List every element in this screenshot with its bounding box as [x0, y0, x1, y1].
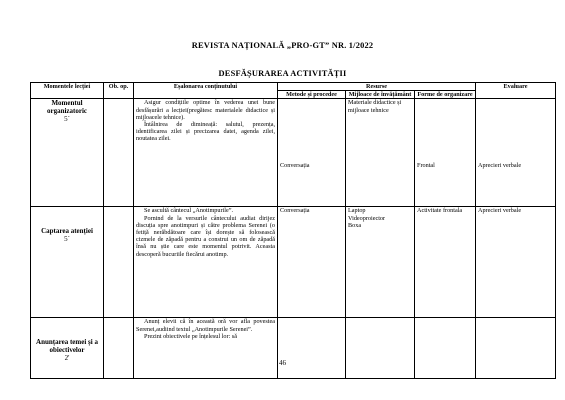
evaluare-cell — [476, 99, 556, 207]
header-forme: Forme de organizare — [415, 91, 476, 99]
esalonare-cell — [134, 207, 278, 318]
metode-cell — [278, 99, 346, 207]
mijloace-cell — [346, 318, 415, 379]
metode-cell: Conversația — [278, 207, 346, 318]
ob-cell — [104, 207, 134, 318]
forme-cell: Activitate frontala — [415, 207, 476, 318]
header-moment: Momentele lecției — [31, 83, 104, 99]
table-row — [31, 99, 556, 207]
mijloace-cell: Materiale didactice și mijloace tehnice — [346, 99, 415, 207]
page-number: 46 — [279, 359, 286, 367]
section-title: DESFĂȘURAREA ACTIVITĂȚII — [218, 69, 347, 78]
moment-duration: 2' — [64, 354, 70, 363]
forme-cell — [415, 99, 476, 207]
header-mijloace: Mijloace de învățământ — [346, 91, 415, 99]
table-header-row — [31, 83, 556, 91]
moment-label: Captarea atenției — [41, 227, 93, 236]
metode-cell — [278, 318, 346, 379]
header-ob: Ob. op. — [104, 83, 134, 99]
moment-cell — [31, 99, 104, 207]
forme-value: Frontal — [417, 162, 435, 170]
content-paragraph: Anunț elevii că în această oră vor afla povestea Serenei,audiind textul „Anotimpurile Serenei”. — [136, 318, 275, 333]
mijloace-item: Boxa — [348, 221, 362, 229]
ob-cell — [104, 99, 134, 207]
content-paragraph: Pornind de la versurile cântecului audiat dirijez discuția spre anotimpuri și către problema Serenei (o fetiță nerăbdătoare care își dorește să folosească cizmele de zăpadă pentru a construi un om de zăpadă însă nu știe care este momentul potrivit. Aceasta descoperă bucuriile fiecărui anotimp. — [136, 214, 275, 258]
content-paragraph: Se ascultă cântecul „Anotimpurile”. — [144, 207, 233, 215]
header-esalonarea: Eșalonarea conținutului — [134, 83, 278, 99]
ob-cell — [104, 318, 134, 379]
esalonare-cell — [134, 318, 278, 379]
moment-label: Anunțarea temei și a obiectivelor — [36, 338, 98, 355]
moment-cell — [31, 207, 104, 318]
table-row — [31, 207, 556, 318]
content-paragraph: Asigur condițiile optime în vederea unei bune desfășurări a lecției(pregătesc materialele didactice și mijloacele tehnice). — [136, 99, 275, 121]
mijloace-item: Videoproiector — [348, 214, 386, 222]
table-row — [31, 318, 556, 379]
evaluare-cell: Aprecieri verbale — [476, 207, 556, 318]
mijloace-item: Laptop — [348, 207, 366, 215]
moment-cell — [31, 318, 104, 379]
content-paragraph: Întâlnirea de dimineață: salutul, prezența, identificarea zilei și precizarea datei, agenda zilei, noutatea zilei. — [136, 121, 275, 143]
moment-duration: 5` — [64, 115, 70, 124]
header-evaluare: Evaluare — [476, 83, 556, 99]
content-paragraph: Prezint obiectivele pe înțelesul lor: să — [144, 332, 237, 340]
metode-value: Conversația — [280, 162, 310, 170]
moment-label: Momentul organizatoric — [46, 99, 88, 116]
activity-table — [30, 82, 556, 379]
mijloace-cell — [346, 207, 415, 318]
header-metode: Metode și procedee — [278, 91, 346, 99]
forme-cell — [415, 318, 476, 379]
evaluare-cell — [476, 318, 556, 379]
esalonare-cell — [134, 99, 278, 207]
journal-header: REVISTA NAȚIONALĂ „PRO-GT” NR. 1/2022 — [191, 41, 374, 50]
evaluare-value: Aprecieri verbale — [478, 162, 522, 170]
header-resurse: Resurse — [278, 83, 476, 91]
moment-duration: 5` — [64, 235, 70, 244]
